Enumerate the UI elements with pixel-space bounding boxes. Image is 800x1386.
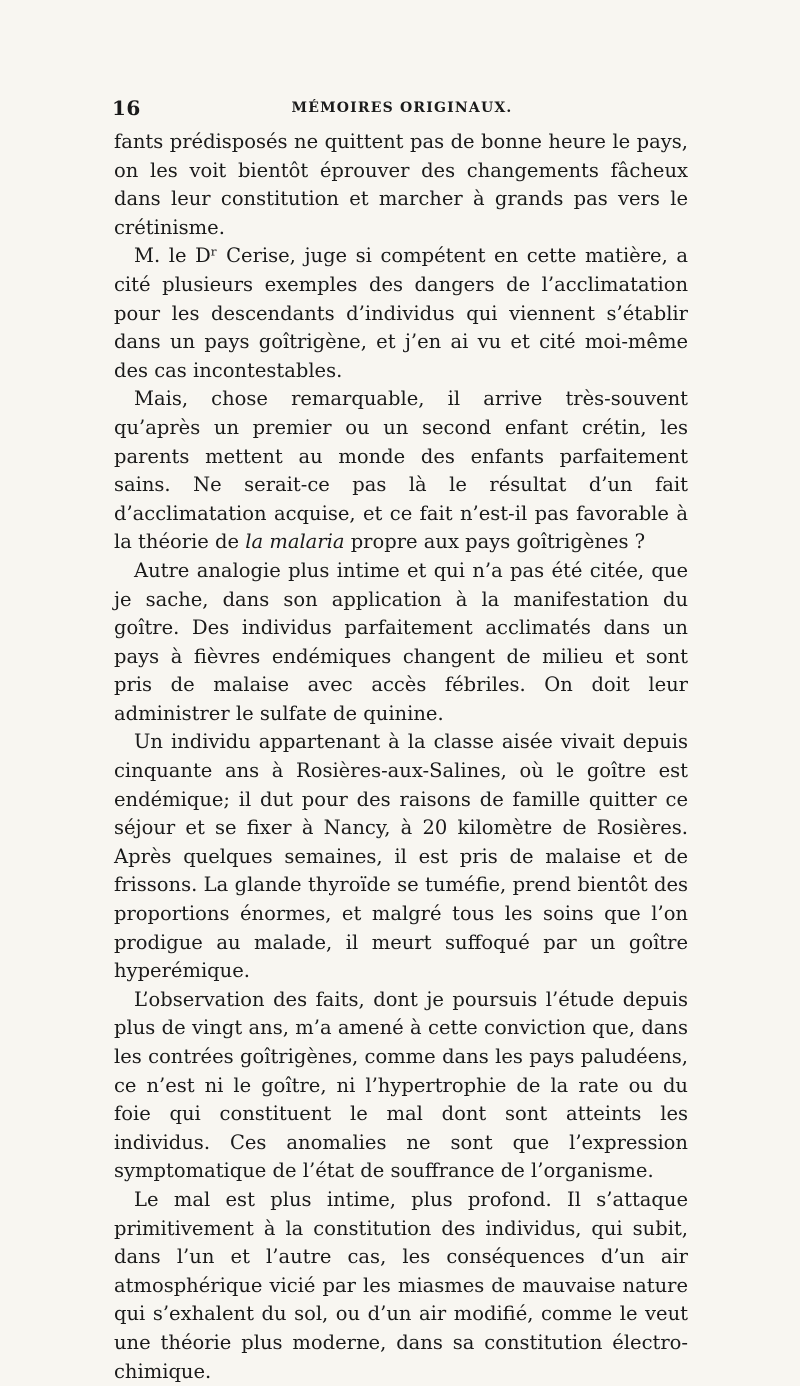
paragraph-5: Un individu appartenant à la classe aisée vivait depuis cinquante ans à Rosières-aux-Salines, où le goître est endémique; il dut pour des raisons de famille quitter ce séjour et se fixer à Nancy, à 20 kilomètre de Rosières. Après quelques semaines, il est pris de malaise et de frissons. La glande thyroïde se tuméfie, prend bientôt des proportions énormes, et malgré tous les soins que l’on prodigue au malade, il meurt suffoqué par un goître hyperémique. bbox=[114, 730, 688, 983]
paragraph-3 bbox=[114, 385, 688, 557]
paragraph-4: Autre analogie plus intime et qui n’a pas été citée, que je sache, dans son application à la manifestation du goître. Des individus parfaitement acclimatés dans un pays à fièvres endémiques changent de milieu et sont pris de malaise avec accès fébriles. On doit leur administrer le sulfate de quinine. bbox=[114, 558, 688, 725]
body-text bbox=[114, 128, 688, 1386]
page-number: 16 bbox=[112, 96, 141, 120]
running-title: MÉMOIRES ORIGINAUX. bbox=[291, 100, 513, 116]
paragraph-3-text-a: Mais, chose remarquable, il arrive très-souvent qu’après un premier ou un second enfant crétin, les parents mettent au monde des enfants parfaitement sains. Ne serait-ce pas là le résultat d’un fait d’acclimatation acquise, et ce fait n’est-il pas favorable à la théorie de bbox=[114, 387, 688, 554]
paragraph-6: L’observation des faits, dont je poursuis l’étude depuis plus de vingt ans, m’a amené à cette conviction que, dans les contrées goîtrigènes, comme dans les pays paludéens, ce n’est ni le goître, ni l’hypertrophie de la rate ou du foie qui constituent le mal dont sont atteints les individus. Ces anomalies ne sont que l’expression symptomatique de l’état de souffrance de l’organisme. bbox=[114, 987, 688, 1183]
paragraph-3-text-b: propre aux pays goîtrigènes ? bbox=[344, 530, 646, 554]
paragraph-7: Le mal est plus intime, plus profond. Il s’attaque primitivement à la constitution des individus, qui subit, dans l’un et l’autre cas, les conséquences d’un air atmosphérique vicié par les miasmes de mauvaise nature qui s’exhalent du sol, ou d’un air modifié, comme le veut une théorie plus moderne, dans sa constitution électro-chimique. bbox=[114, 1187, 688, 1383]
page-header bbox=[112, 96, 692, 126]
paragraph-2: M. le Dʳ Cerise, juge si compétent en cette matière, a cité plusieurs exemples des dangers de l’acclimatation pour les descendants d’individus qui viennent s’établir dans un pays goîtrigène, et j’en ai vu et cité moi-même des cas incontestables. bbox=[114, 244, 688, 382]
paragraph-1: fants prédisposés ne quittent pas de bonne heure le pays, on les voit bientôt éprouver des changements fâcheux dans leur constitution et marcher à grands pas vers le crétinisme. bbox=[114, 130, 688, 239]
paragraph-3-italic: la malaria bbox=[245, 530, 345, 554]
